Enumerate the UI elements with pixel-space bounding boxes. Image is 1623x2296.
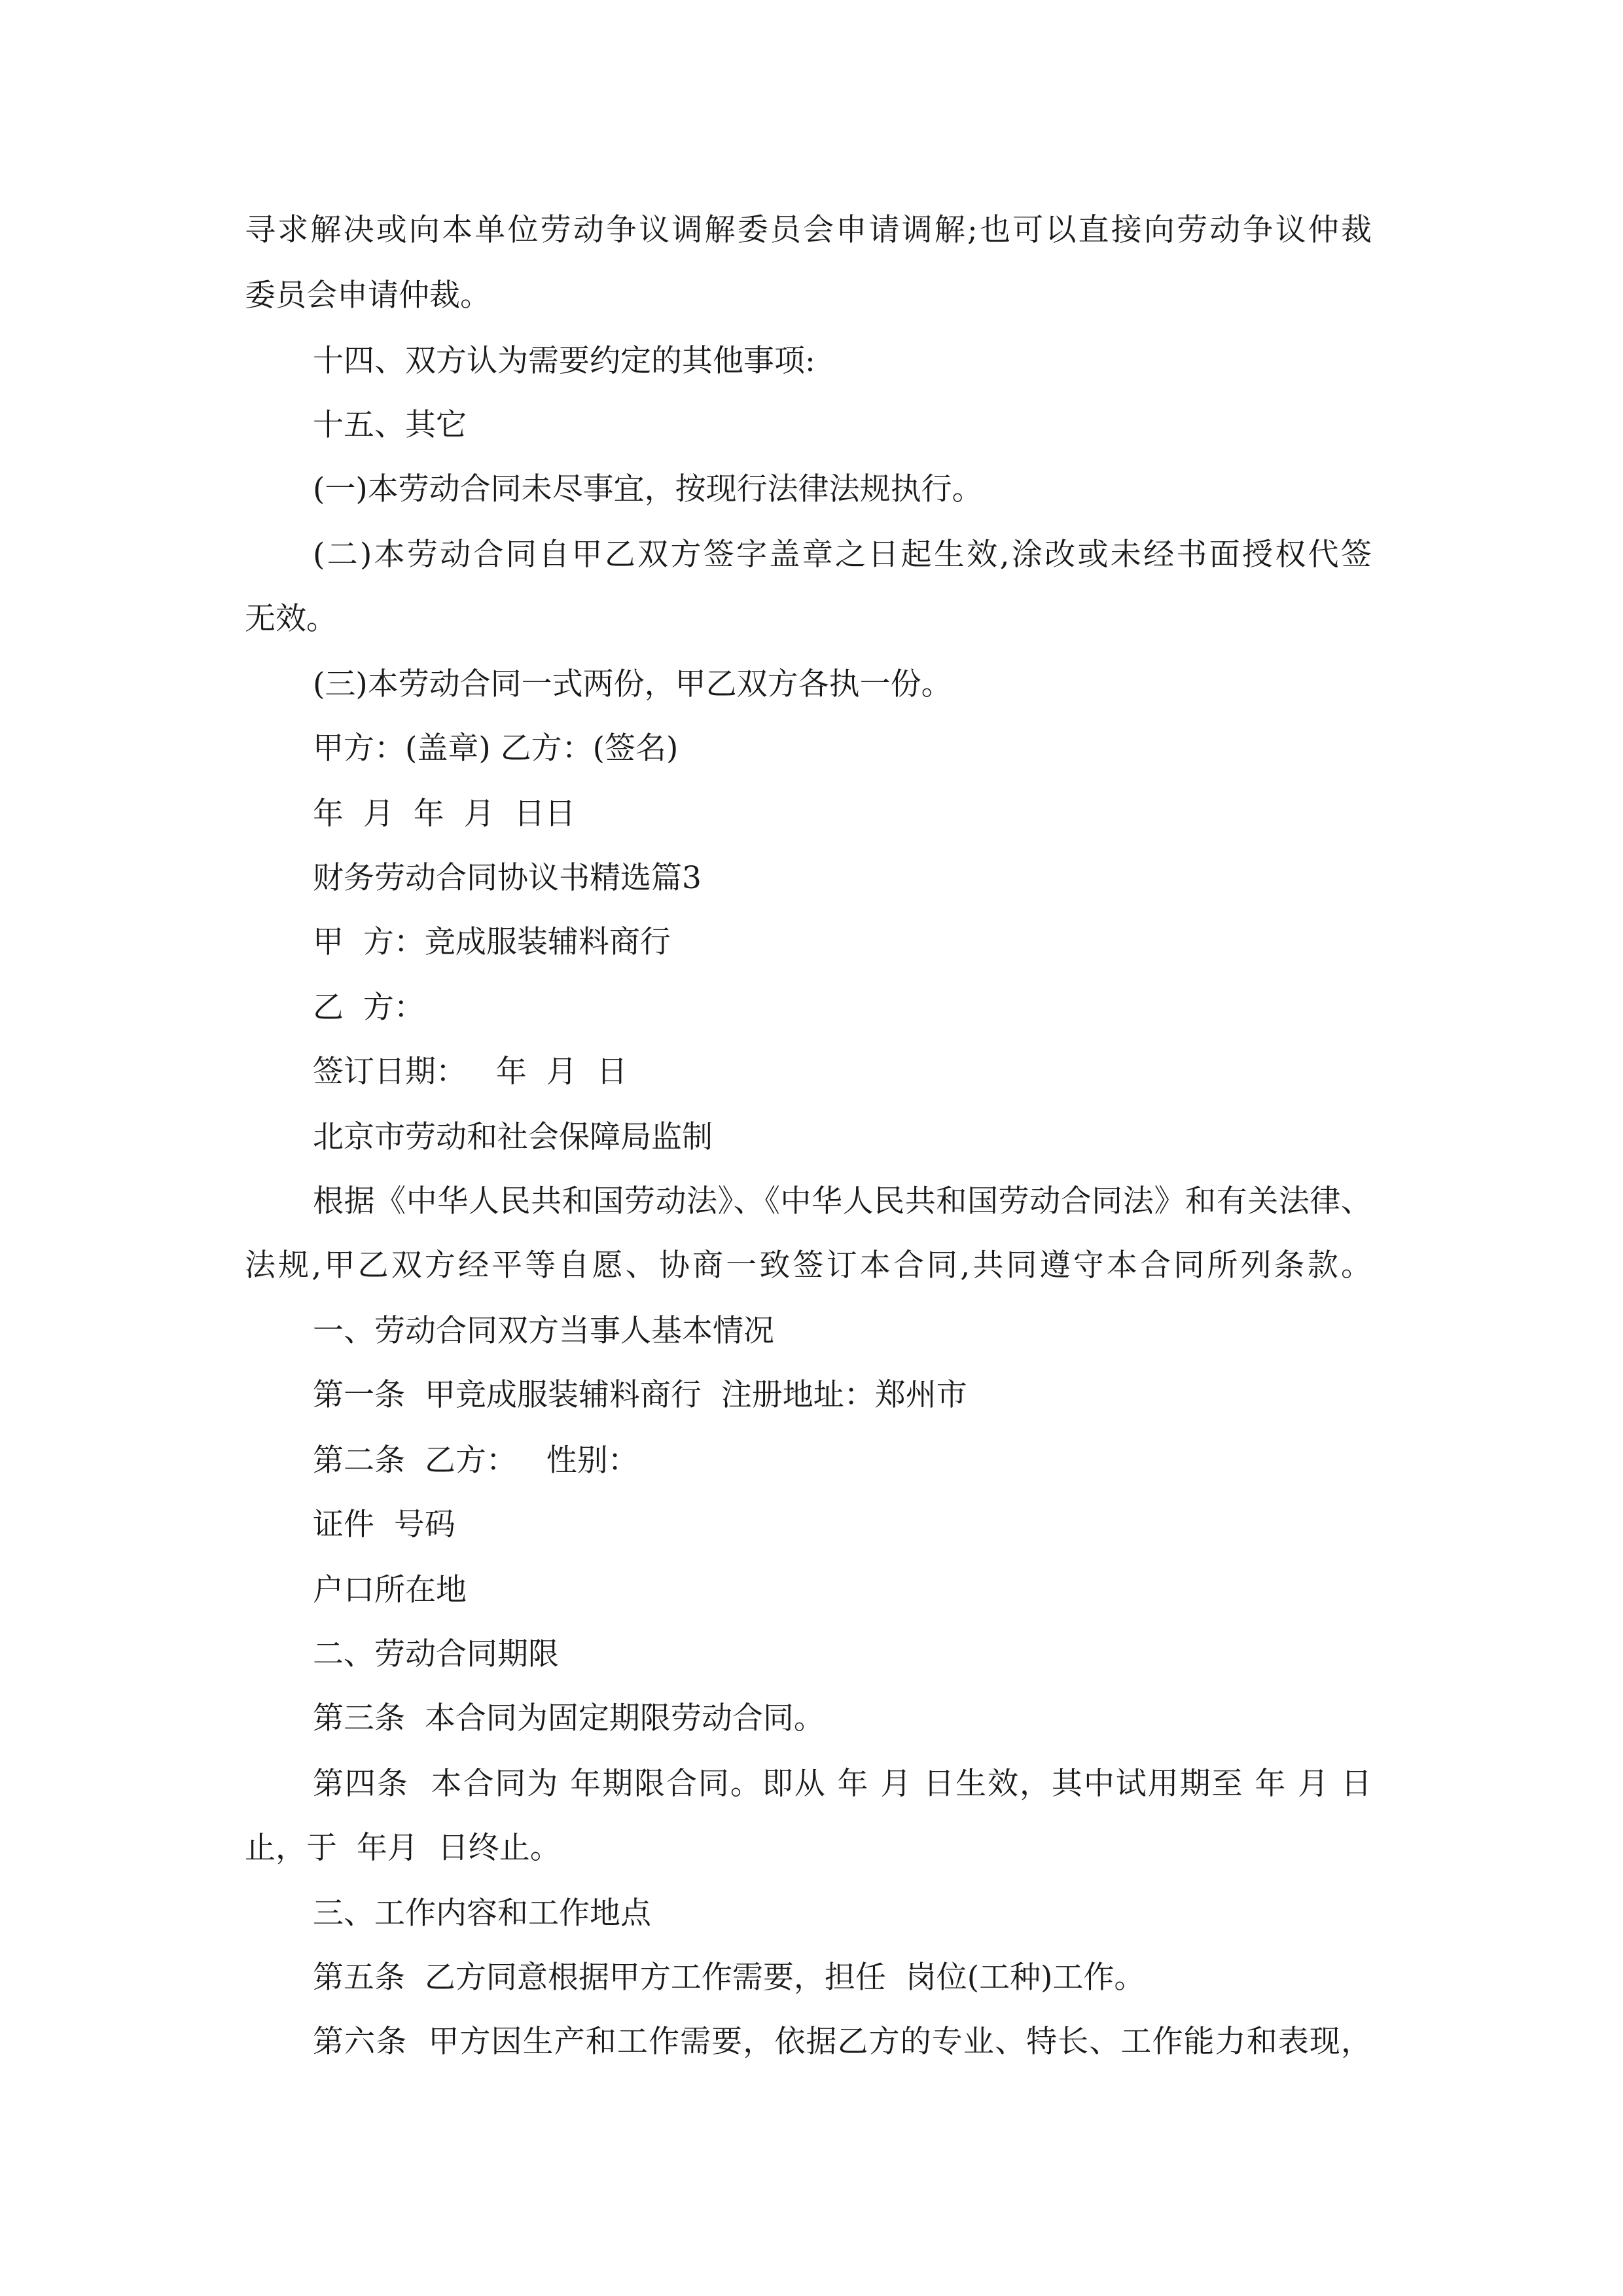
paragraph-line: (二)本劳动合同自甲乙双方签字盖章之日起生效,涂改或未经书面授权代签 [313,537,1372,573]
paragraph-line: 无效。 [245,601,337,637]
paragraph-line: 寻求解决或向本单位劳动争议调解委员会申请调解;也可以直接向劳动争议仲裁 [245,212,1372,248]
field-line: 证件 号码 [313,1507,455,1543]
article-line: 第三条 本合同为固定期限劳动合同。 [313,1700,825,1736]
section-heading: 三、工作内容和工作地点 [313,1895,651,1931]
article-line: 第二条 乙方： 性别： [313,1443,639,1479]
article-line: 第一条 甲竞成服装辅料商行 注册地址：郑州市 [313,1377,967,1413]
article-line: 第五条 乙方同意根据甲方工作需要，担任 岗位(工种)工作。 [313,1960,1145,1996]
paragraph-line: 法规,甲乙双方经平等自愿、协商一致签订本合同,共同遵守本合同所列条款。 [245,1247,1372,1283]
date-line: 年 月 年 月 日日 [313,796,576,832]
party-b-line: 乙 方： [313,990,425,1026]
paragraph-line: 根据《中华人民共和国劳动法》、《中华人民共和国劳动合同法》和有关法律、 [313,1183,1372,1219]
paragraph-line: (三)本劳动合同一式两份，甲乙双方各执一份。 [313,666,952,702]
article-line: 第四条 本合同为 年期限合同。即从 年 月 日生效，其中试用期至 年 月 日 [313,1766,1372,1802]
section-heading: 一、劳动合同双方当事人基本情况 [313,1313,774,1349]
paragraph-line: 委员会申请仲裁。 [245,278,491,314]
field-line: 户口所在地 [313,1572,467,1608]
document-title: 财务劳动合同协议书精选篇3 [313,860,702,896]
section-heading: 二、劳动合同期限 [313,1636,559,1672]
signature-line: 甲方：(盖章) 乙方：(签名) [313,730,679,766]
paragraph-line: (一)本劳动合同未尽事宜，按现行法律法规执行。 [313,471,983,507]
section-heading: 十四、双方认为需要约定的其他事项: [313,343,815,379]
article-line: 第六条 甲方因生产和工作需要，依据乙方的专业、特长、工作能力和表现， [313,2024,1372,2060]
section-heading: 十五、其它 [313,407,467,443]
party-a-line: 甲 方：竞成服装辅料商行 [313,924,671,960]
signing-date-line: 签订日期： 年 月 日 [313,1054,628,1090]
paragraph-line: 止，于 年月 日终止。 [245,1830,561,1866]
supervisor-line: 北京市劳动和社会保障局监制 [313,1119,713,1155]
